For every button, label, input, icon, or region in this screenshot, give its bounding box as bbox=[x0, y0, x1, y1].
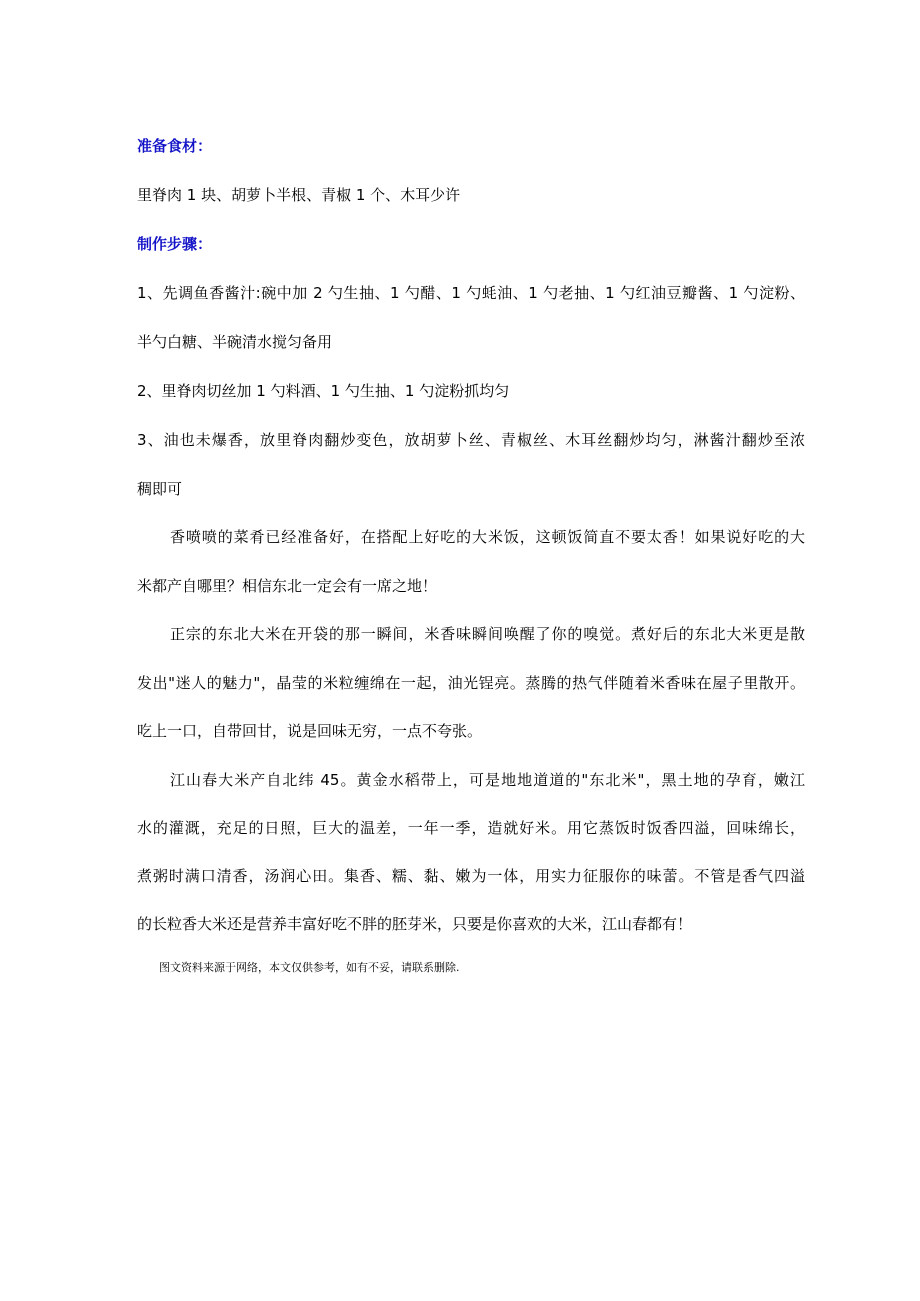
step-3-line-1: 3、油也未爆香，放里脊肉翻炒变色，放胡萝卜丝、青椒丝、木耳丝翻炒均匀，淋酱汁翻炒至浓 bbox=[137, 431, 805, 449]
ingredients-list: 里脊肉 1 块、胡萝卜半根、青椒 1 个、木耳少许 bbox=[137, 186, 461, 204]
footer-note: 图文资料来源于网络，本文仅供参考，如有不妥，请联系删除. bbox=[159, 961, 460, 974]
step-3-line-2: 稠即可 bbox=[137, 480, 183, 498]
paragraph-1-line-2: 米都产自哪里？相信东北一定会有一席之地！ bbox=[137, 577, 438, 595]
ingredients-heading: 准备食材： bbox=[137, 137, 213, 155]
step-1-line-2: 半勺白糖、半碗清水搅匀备用 bbox=[137, 333, 333, 351]
step-2-line-1: 2、里脊肉切丝加 1 勺料酒、1 勺生抽、1 勺淀粉抓均匀 bbox=[137, 382, 510, 400]
paragraph-1-line-1: 香喷喷的菜肴已经准备好，在搭配上好吃的大米饭，这顿饭简直不要太香！如果说好吃的大 bbox=[170, 528, 805, 546]
paragraph-3-line-4: 的长粒香大米还是营养丰富好吃不胖的胚芽米，只要是你喜欢的大米，江山春都有！ bbox=[137, 915, 693, 933]
steps-heading: 制作步骤： bbox=[137, 235, 213, 253]
step-1-line-1: 1、先调鱼香酱汁:碗中加 2 勺生抽、1 勺醋、1 勺蚝油、1 勺老抽、1 勺红油豆瓣酱、1 勺淀粉、 bbox=[137, 284, 805, 302]
paragraph-3-line-2: 水的灌溉，充足的日照，巨大的温差，一年一季，造就好米。用它蒸饭时饭香四溢，回味绵长， bbox=[137, 819, 805, 837]
paragraph-3-line-3: 煮粥时满口清香，汤润心田。集香、糯、黏、嫩为一体，用实力征服你的味蕾。不管是香气四溢 bbox=[137, 867, 805, 885]
paragraph-2-line-2: 发出"迷人的魅力"，晶莹的米粒缠绵在一起，油光锃亮。蒸腾的热气伴随着米香味在屋子里散开。 bbox=[137, 674, 805, 692]
paragraph-2-line-1: 正宗的东北大米在开袋的那一瞬间，米香味瞬间唤醒了你的嗅觉。煮好后的东北大米更是散 bbox=[170, 625, 805, 643]
paragraph-3-line-1: 江山春大米产自北纬 45。黄金水稻带上，可是地地道道的"东北米"，黑土地的孕育，嫩江 bbox=[170, 771, 805, 789]
paragraph-2-line-3: 吃上一口，自带回甘，说是回味无穷，一点不夸张。 bbox=[137, 722, 483, 740]
